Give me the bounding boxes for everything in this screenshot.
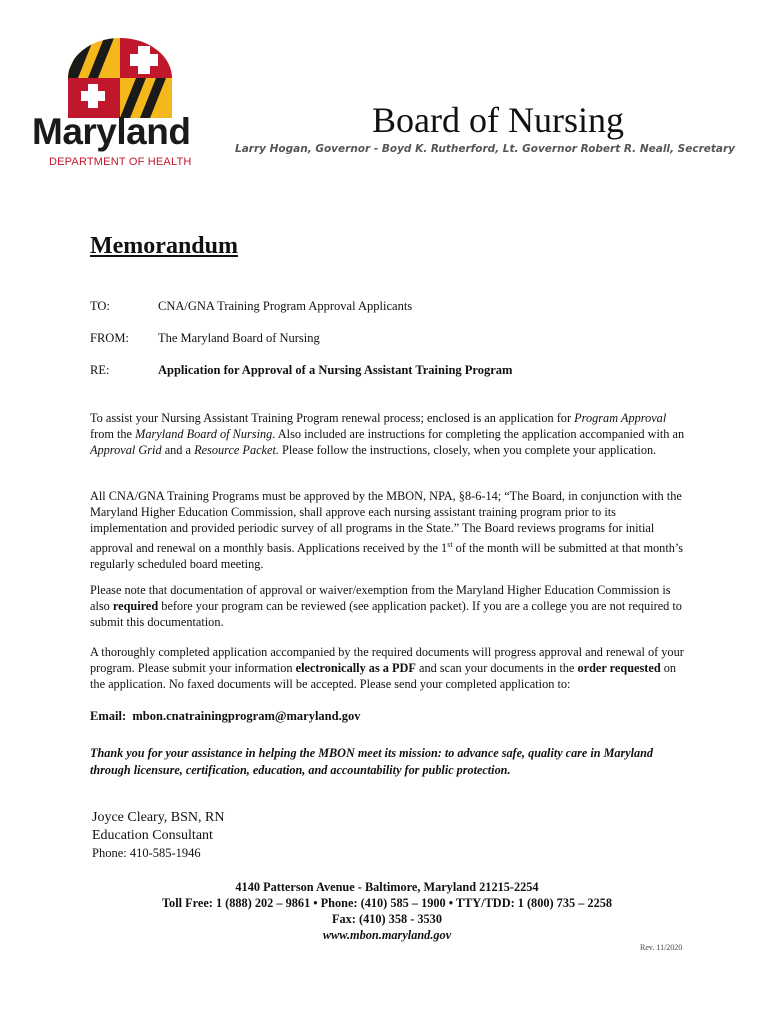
p1-resource-packet: Resource Packet. bbox=[194, 443, 279, 458]
p1-text-5: Please follow the instructions, closely, when you complete your application. bbox=[278, 443, 657, 458]
memo-to-value: CNA/GNA Training Program Approval Applicants bbox=[158, 299, 413, 313]
logo-subtitle: DEPARTMENT OF HEALTH bbox=[49, 156, 192, 168]
officials-line: Larry Hogan, Governor - Boyd K. Rutherford, Lt. Governor Robert R. Neall, Secretary bbox=[235, 143, 735, 155]
p4-text-1: A thoroughly completed application accompanied by the required documents will progress approval and renewal of your program. Please submit your information bbox=[90, 645, 684, 676]
p1-text-2: from the bbox=[90, 427, 136, 442]
signature-name: Joyce Cleary, BSN, RN bbox=[92, 810, 225, 825]
memo-title: Memorandum bbox=[90, 233, 238, 259]
p4-order-requested: order requested bbox=[577, 661, 661, 676]
footer-website[interactable]: www.mbon.maryland.gov bbox=[322, 928, 452, 942]
board-title: Board of Nursing bbox=[372, 100, 624, 140]
p2-text-1: All CNA/GNA Training Programs must be approved by the MBON, NPA, §8-6-14; “The Board, in conjunction with the Maryland Higher Education Commission, shall approve each nursing assistant training program prior to its implementation and provided periodic survey of all programs in the State.” The Board reviews programs for initial approval and renewal on a monthly basis. Applications received by the 1 bbox=[90, 489, 682, 555]
paragraph-approval-law bbox=[90, 488, 690, 572]
p3-text-1: Please note that documentation of approval or waiver/exemption from the Maryland Higher Education Commission is also bbox=[90, 583, 671, 614]
p3-required: required bbox=[112, 599, 159, 614]
p2-text-2: of the month will be submitted at that month’s regularly scheduled board meeting. bbox=[90, 540, 684, 571]
footer-fax: Fax: (410) 358 - 3530 bbox=[332, 912, 442, 926]
p1-approval-grid: Approval Grid bbox=[90, 443, 162, 458]
signature-title: Education Consultant bbox=[92, 828, 213, 843]
p1-program-approval: Program Approval bbox=[574, 411, 667, 425]
mission-statement: Thank you for your assistance in helping the MBON meet its mission: to advance safe, quality care in Maryland through licensure, certification, education, and accountability for public protection. bbox=[90, 746, 654, 777]
signature-phone: Phone: 410-585-1946 bbox=[92, 846, 201, 860]
maryland-health-logo bbox=[32, 38, 208, 178]
p4-text-3: on the application. No faxed documents will be accepted. Please send your completed application to: bbox=[90, 661, 677, 692]
p3-text-2: before your program can be reviewed (see application packet). If you are a college you are not required to submit this documentation. bbox=[90, 599, 682, 630]
memo-re-label: RE: bbox=[90, 363, 110, 377]
paragraph-submission bbox=[90, 644, 690, 693]
p1-board-name: Maryland Board of Nursing bbox=[135, 427, 273, 442]
paragraph-intro bbox=[90, 410, 690, 459]
p4-text-2: and scan your documents in the bbox=[415, 661, 578, 676]
email-line: Email: mbon.cnatrainingprogram@maryland.gov bbox=[90, 709, 361, 723]
memo-from-label: FROM: bbox=[90, 331, 129, 345]
revision-date: Rev. 11/2020 bbox=[640, 943, 683, 952]
footer-address: 4140 Patterson Avenue - Baltimore, Maryland 21215-2254 bbox=[235, 880, 539, 894]
footer-phones: Toll Free: 1 (888) 202 – 9861 • Phone: (410) 585 – 1900 • TTY/TDD: 1 (800) 735 – 2258 bbox=[161, 896, 613, 910]
p4-electronic-pdf: electronically as a PDF bbox=[295, 661, 416, 676]
memo-re-value: Application for Approval of a Nursing Assistant Training Program bbox=[158, 363, 513, 377]
email-link[interactable]: mbon.cnatrainingprogram@maryland.gov bbox=[132, 709, 361, 723]
p1-text-4: and a bbox=[161, 443, 195, 458]
memo-from-value: The Maryland Board of Nursing bbox=[158, 331, 320, 345]
logo-wordmark: Maryland bbox=[32, 111, 191, 152]
p2-ordinal: st bbox=[447, 539, 453, 549]
p1-text-3: . Also included are instructions for completing the application accompanied with an bbox=[272, 427, 685, 442]
p1-text-1: To assist your Nursing Assistant Training Program renewal process; enclosed is an application for bbox=[90, 411, 575, 425]
maryland-flag-arch-icon bbox=[32, 38, 208, 118]
paragraph-mhec-note bbox=[90, 582, 690, 631]
email-label: Email bbox=[90, 709, 122, 723]
memo-to-label: TO: bbox=[90, 299, 110, 313]
